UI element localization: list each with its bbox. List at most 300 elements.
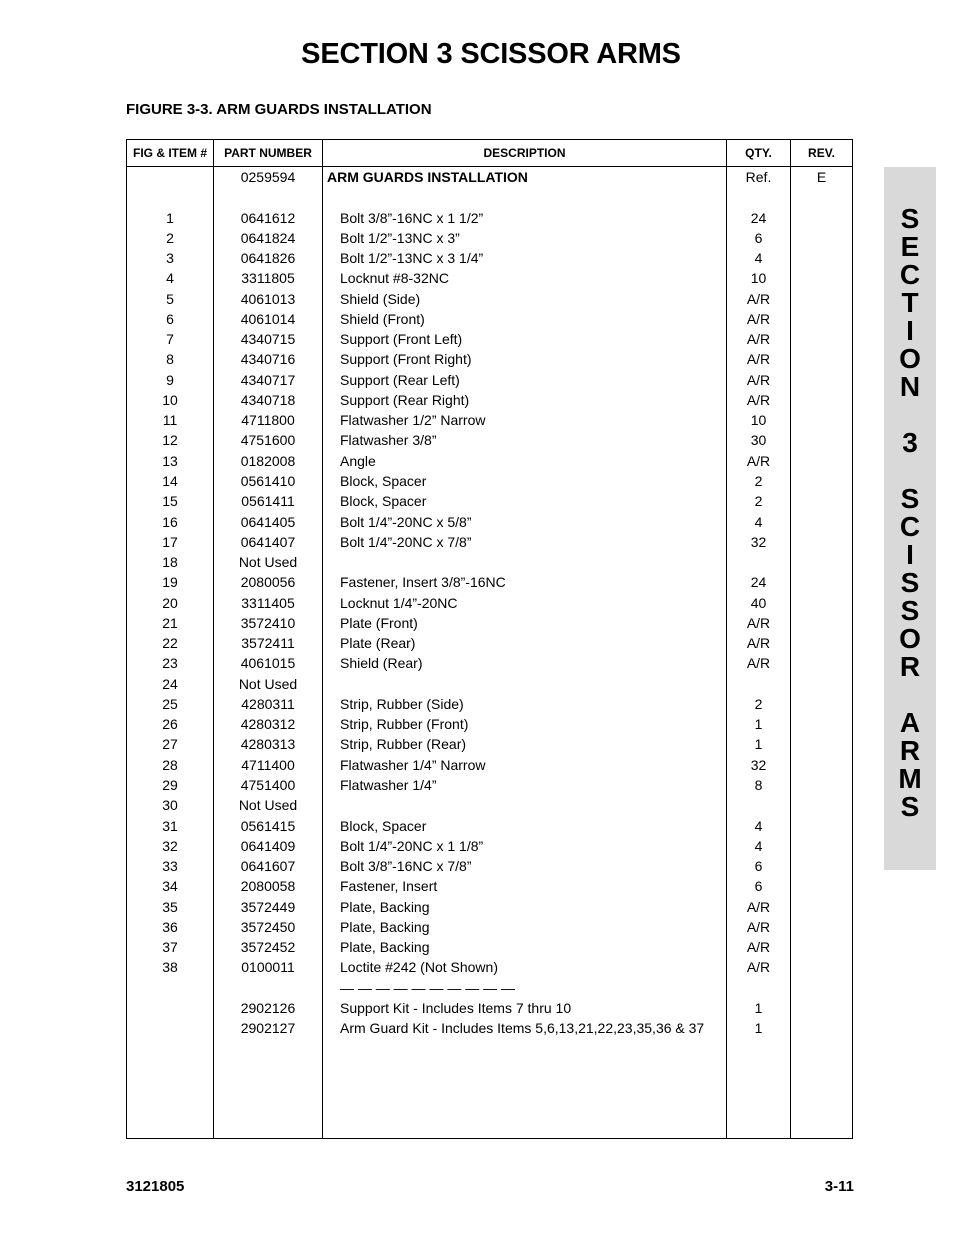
item-number: 34 bbox=[127, 876, 214, 896]
quantity: 4 bbox=[727, 512, 791, 532]
part-number: 0641405 bbox=[214, 512, 323, 532]
quantity bbox=[727, 187, 791, 207]
part-number: 2080058 bbox=[214, 876, 323, 896]
description: Flatwasher 1/4” Narrow bbox=[323, 755, 727, 775]
side-tab-letter: A bbox=[899, 707, 921, 738]
quantity: 30 bbox=[727, 430, 791, 450]
quantity: A/R bbox=[727, 633, 791, 653]
part-number: 0641407 bbox=[214, 532, 323, 552]
table-row bbox=[127, 593, 853, 613]
table-row bbox=[127, 451, 853, 471]
parts-table bbox=[126, 139, 853, 1139]
table-row bbox=[127, 410, 853, 430]
table-row bbox=[127, 674, 853, 694]
table-row bbox=[127, 978, 853, 998]
revision bbox=[791, 613, 853, 633]
quantity bbox=[727, 978, 791, 998]
item-number: 24 bbox=[127, 674, 214, 694]
item-number: 29 bbox=[127, 775, 214, 795]
table-row bbox=[127, 755, 853, 775]
part-number: Not Used bbox=[214, 795, 323, 815]
description: Plate (Front) bbox=[323, 613, 727, 633]
revision bbox=[791, 694, 853, 714]
item-number: 23 bbox=[127, 653, 214, 673]
part-number: 3572449 bbox=[214, 897, 323, 917]
revision bbox=[791, 208, 853, 228]
table-row bbox=[127, 289, 853, 309]
item-number: 14 bbox=[127, 471, 214, 491]
item-number: 7 bbox=[127, 329, 214, 349]
revision bbox=[791, 876, 853, 896]
description: Strip, Rubber (Front) bbox=[323, 714, 727, 734]
revision bbox=[791, 816, 853, 836]
quantity: A/R bbox=[727, 390, 791, 410]
description: Support (Front Right) bbox=[323, 349, 727, 369]
description: Strip, Rubber (Side) bbox=[323, 694, 727, 714]
quantity: 8 bbox=[727, 775, 791, 795]
revision bbox=[791, 349, 853, 369]
part-number: 0561411 bbox=[214, 491, 323, 511]
column-header-item: FIG & ITEM # bbox=[127, 140, 214, 167]
quantity: A/R bbox=[727, 309, 791, 329]
description: Support Kit - Includes Items 7 thru 10 bbox=[323, 998, 727, 1018]
part-number: 0641607 bbox=[214, 856, 323, 876]
column-header-part-number: PART NUMBER bbox=[214, 140, 323, 167]
item-number: 2 bbox=[127, 228, 214, 248]
item-number: 16 bbox=[127, 512, 214, 532]
item-number: 6 bbox=[127, 309, 214, 329]
quantity: 1 bbox=[727, 734, 791, 754]
side-tab-letter: M bbox=[898, 763, 922, 794]
quantity: A/R bbox=[727, 329, 791, 349]
item-number bbox=[127, 998, 214, 1018]
revision bbox=[791, 329, 853, 349]
revision bbox=[791, 633, 853, 653]
revision bbox=[791, 268, 853, 288]
side-tab-letter: O bbox=[899, 343, 921, 374]
description: Plate (Rear) bbox=[323, 633, 727, 653]
item-number: 38 bbox=[127, 957, 214, 977]
item-number: 35 bbox=[127, 897, 214, 917]
table-row bbox=[127, 268, 853, 288]
revision bbox=[791, 390, 853, 410]
table-row bbox=[127, 329, 853, 349]
part-number: 4340715 bbox=[214, 329, 323, 349]
revision bbox=[791, 795, 853, 815]
quantity bbox=[727, 552, 791, 572]
empty-cell bbox=[791, 1038, 853, 1138]
part-number: 0561415 bbox=[214, 816, 323, 836]
revision bbox=[791, 917, 853, 937]
table-row bbox=[127, 248, 853, 268]
description: Bolt 1/2”-13NC x 3 1/4” bbox=[323, 248, 727, 268]
table-row bbox=[127, 532, 853, 552]
table-row bbox=[127, 816, 853, 836]
part-number: 3311805 bbox=[214, 268, 323, 288]
description: Locknut #8-32NC bbox=[323, 268, 727, 288]
side-tab-letter bbox=[884, 457, 936, 485]
table-row bbox=[127, 998, 853, 1018]
quantity: 40 bbox=[727, 593, 791, 613]
description: Block, Spacer bbox=[323, 491, 727, 511]
description: Locknut 1/4”-20NC bbox=[323, 593, 727, 613]
table-row bbox=[127, 694, 853, 714]
part-number: Not Used bbox=[214, 552, 323, 572]
table-row bbox=[127, 897, 853, 917]
item-number: 32 bbox=[127, 836, 214, 856]
quantity: 24 bbox=[727, 572, 791, 592]
quantity: A/R bbox=[727, 613, 791, 633]
table-row bbox=[127, 714, 853, 734]
description: Plate, Backing bbox=[323, 937, 727, 957]
revision bbox=[791, 430, 853, 450]
description: Shield (Side) bbox=[323, 289, 727, 309]
revision bbox=[791, 897, 853, 917]
description: Angle bbox=[323, 451, 727, 471]
description: Bolt 1/2”-13NC x 3” bbox=[323, 228, 727, 248]
side-tab-letter: 3 bbox=[902, 427, 918, 458]
item-number: 19 bbox=[127, 572, 214, 592]
quantity: A/R bbox=[727, 937, 791, 957]
column-header-description: DESCRIPTION bbox=[323, 140, 727, 167]
description: Flatwasher 3/8” bbox=[323, 430, 727, 450]
revision bbox=[791, 552, 853, 572]
table-row bbox=[127, 775, 853, 795]
revision bbox=[791, 410, 853, 430]
side-tab-letter bbox=[884, 401, 936, 429]
description: Bolt 3/8”-16NC x 7/8” bbox=[323, 856, 727, 876]
description: ARM GUARDS INSTALLATION bbox=[323, 167, 727, 188]
quantity: A/R bbox=[727, 370, 791, 390]
part-number: 4061014 bbox=[214, 309, 323, 329]
quantity: 24 bbox=[727, 208, 791, 228]
description: Flatwasher 1/2” Narrow bbox=[323, 410, 727, 430]
table-row bbox=[127, 633, 853, 653]
page-number: 3-11 bbox=[824, 1178, 854, 1195]
revision bbox=[791, 957, 853, 977]
side-tab-letter: O bbox=[899, 623, 921, 654]
revision bbox=[791, 289, 853, 309]
description: Bolt 1/4”-20NC x 7/8” bbox=[323, 532, 727, 552]
side-tab-letter: N bbox=[899, 371, 921, 402]
part-number: 4340718 bbox=[214, 390, 323, 410]
item-number: 13 bbox=[127, 451, 214, 471]
part-number: 4061015 bbox=[214, 653, 323, 673]
table-row bbox=[127, 917, 853, 937]
empty-cell bbox=[127, 1038, 214, 1138]
part-number: 4280312 bbox=[214, 714, 323, 734]
table-row bbox=[127, 552, 853, 572]
table-row bbox=[127, 937, 853, 957]
revision bbox=[791, 370, 853, 390]
column-header-qty: QTY. bbox=[727, 140, 791, 167]
quantity: A/R bbox=[727, 653, 791, 673]
empty-cell bbox=[323, 1038, 727, 1138]
quantity: 2 bbox=[727, 471, 791, 491]
part-number: 2902126 bbox=[214, 998, 323, 1018]
quantity: A/R bbox=[727, 349, 791, 369]
quantity: 6 bbox=[727, 876, 791, 896]
side-tab-letter: E bbox=[900, 231, 920, 262]
description bbox=[323, 674, 727, 694]
description: Fastener, Insert 3/8”-16NC bbox=[323, 572, 727, 592]
item-number: 8 bbox=[127, 349, 214, 369]
item-number: 26 bbox=[127, 714, 214, 734]
part-number: 2902127 bbox=[214, 1018, 323, 1038]
revision bbox=[791, 512, 853, 532]
quantity: 32 bbox=[727, 532, 791, 552]
revision bbox=[791, 451, 853, 471]
item-number: 10 bbox=[127, 390, 214, 410]
revision bbox=[791, 471, 853, 491]
table-row bbox=[127, 795, 853, 815]
table-row bbox=[127, 228, 853, 248]
part-number: 0641409 bbox=[214, 836, 323, 856]
side-tab-letter: C bbox=[899, 259, 921, 290]
quantity: 1 bbox=[727, 998, 791, 1018]
part-number: 4340717 bbox=[214, 370, 323, 390]
description: Block, Spacer bbox=[323, 816, 727, 836]
item-number bbox=[127, 1018, 214, 1038]
part-number: 0641826 bbox=[214, 248, 323, 268]
table-row bbox=[127, 208, 853, 228]
part-number: 0641824 bbox=[214, 228, 323, 248]
description bbox=[323, 552, 727, 572]
item-number: 3 bbox=[127, 248, 214, 268]
revision bbox=[791, 228, 853, 248]
description: Strip, Rubber (Rear) bbox=[323, 734, 727, 754]
quantity: Ref. bbox=[727, 167, 791, 188]
part-number: 4280311 bbox=[214, 694, 323, 714]
part-number: 3572450 bbox=[214, 917, 323, 937]
item-number bbox=[127, 187, 214, 207]
table-row bbox=[127, 491, 853, 511]
part-number: 0259594 bbox=[214, 167, 323, 188]
item-number bbox=[127, 978, 214, 998]
description: Fastener, Insert bbox=[323, 876, 727, 896]
side-tab-letter: S bbox=[900, 203, 920, 234]
quantity: 6 bbox=[727, 856, 791, 876]
revision: E bbox=[791, 167, 853, 188]
part-number: 0100011 bbox=[214, 957, 323, 977]
revision bbox=[791, 187, 853, 207]
parts-table-body bbox=[127, 167, 853, 1139]
table-row bbox=[127, 836, 853, 856]
description: Plate, Backing bbox=[323, 917, 727, 937]
figure-title: FIGURE 3-3. ARM GUARDS INSTALLATION bbox=[126, 101, 432, 118]
part-number: 3572410 bbox=[214, 613, 323, 633]
quantity: A/R bbox=[727, 289, 791, 309]
description: Bolt 3/8”-16NC x 1 1/2” bbox=[323, 208, 727, 228]
side-tab-text bbox=[884, 205, 936, 821]
side-tab-letter: S bbox=[900, 791, 920, 822]
side-tab-letter: R bbox=[899, 651, 921, 682]
revision bbox=[791, 714, 853, 734]
description: Shield (Front) bbox=[323, 309, 727, 329]
revision bbox=[791, 998, 853, 1018]
description: Flatwasher 1/4” bbox=[323, 775, 727, 795]
part-number: 2080056 bbox=[214, 572, 323, 592]
description: Support (Front Left) bbox=[323, 329, 727, 349]
item-number: 18 bbox=[127, 552, 214, 572]
quantity: 2 bbox=[727, 694, 791, 714]
quantity: 4 bbox=[727, 816, 791, 836]
description: — — — — — — — — — — bbox=[323, 978, 727, 998]
quantity: 32 bbox=[727, 755, 791, 775]
description: Arm Guard Kit - Includes Items 5,6,13,21,22,23,35,36 & 37 bbox=[323, 1018, 727, 1038]
item-number: 31 bbox=[127, 816, 214, 836]
part-number: 3572411 bbox=[214, 633, 323, 653]
revision bbox=[791, 491, 853, 511]
table-row bbox=[127, 856, 853, 876]
revision bbox=[791, 734, 853, 754]
item-number: 30 bbox=[127, 795, 214, 815]
table-row bbox=[127, 430, 853, 450]
revision bbox=[791, 775, 853, 795]
part-number: 4280313 bbox=[214, 734, 323, 754]
item-number: 21 bbox=[127, 613, 214, 633]
item-number: 17 bbox=[127, 532, 214, 552]
part-number: 0641612 bbox=[214, 208, 323, 228]
quantity: 4 bbox=[727, 836, 791, 856]
quantity: A/R bbox=[727, 451, 791, 471]
part-number: 4751600 bbox=[214, 430, 323, 450]
item-number: 36 bbox=[127, 917, 214, 937]
item-number: 9 bbox=[127, 370, 214, 390]
description: Support (Rear Right) bbox=[323, 390, 727, 410]
part-number: 3572452 bbox=[214, 937, 323, 957]
item-number: 22 bbox=[127, 633, 214, 653]
quantity bbox=[727, 795, 791, 815]
quantity: 1 bbox=[727, 1018, 791, 1038]
empty-cell bbox=[214, 1038, 323, 1138]
item-number: 27 bbox=[127, 734, 214, 754]
table-row bbox=[127, 471, 853, 491]
revision bbox=[791, 532, 853, 552]
item-number: 12 bbox=[127, 430, 214, 450]
quantity: 4 bbox=[727, 248, 791, 268]
description bbox=[323, 795, 727, 815]
item-number: 11 bbox=[127, 410, 214, 430]
side-tab-letter: T bbox=[901, 287, 919, 318]
table-row bbox=[127, 653, 853, 673]
description: Support (Rear Left) bbox=[323, 370, 727, 390]
quantity bbox=[727, 674, 791, 694]
quantity: 10 bbox=[727, 268, 791, 288]
empty-cell bbox=[727, 1038, 791, 1138]
part-number: 0561410 bbox=[214, 471, 323, 491]
part-number: 4751400 bbox=[214, 775, 323, 795]
part-number: 0182008 bbox=[214, 451, 323, 471]
revision bbox=[791, 856, 853, 876]
item-number: 37 bbox=[127, 937, 214, 957]
document-number: 3121805 bbox=[126, 1178, 185, 1195]
table-row bbox=[127, 957, 853, 977]
part-number: 4061013 bbox=[214, 289, 323, 309]
section-side-tab bbox=[884, 167, 936, 870]
side-tab-letter bbox=[884, 681, 936, 709]
table-row bbox=[127, 734, 853, 754]
column-header-rev: REV. bbox=[791, 140, 853, 167]
side-tab-letter: R bbox=[899, 735, 921, 766]
description bbox=[323, 187, 727, 207]
table-row bbox=[127, 349, 853, 369]
table-row-assembly bbox=[127, 167, 853, 188]
item-number: 5 bbox=[127, 289, 214, 309]
item-number: 33 bbox=[127, 856, 214, 876]
description: Bolt 1/4”-20NC x 5/8” bbox=[323, 512, 727, 532]
side-tab-letter: I bbox=[906, 315, 914, 346]
description: Block, Spacer bbox=[323, 471, 727, 491]
table-row bbox=[127, 572, 853, 592]
part-number bbox=[214, 187, 323, 207]
side-tab-letter: S bbox=[900, 483, 920, 514]
revision bbox=[791, 937, 853, 957]
quantity: A/R bbox=[727, 957, 791, 977]
table-row bbox=[127, 370, 853, 390]
table-row bbox=[127, 1018, 853, 1038]
part-number bbox=[214, 978, 323, 998]
table-header-row bbox=[127, 140, 853, 167]
item-number: 20 bbox=[127, 593, 214, 613]
item-number: 15 bbox=[127, 491, 214, 511]
revision bbox=[791, 978, 853, 998]
revision bbox=[791, 674, 853, 694]
part-number: 4340716 bbox=[214, 349, 323, 369]
side-tab-letter: S bbox=[900, 567, 920, 598]
description: Loctite #242 (Not Shown) bbox=[323, 957, 727, 977]
side-tab-letter: S bbox=[900, 595, 920, 626]
revision bbox=[791, 755, 853, 775]
quantity: 10 bbox=[727, 410, 791, 430]
revision bbox=[791, 836, 853, 856]
quantity: 6 bbox=[727, 228, 791, 248]
revision bbox=[791, 653, 853, 673]
part-number: 3311405 bbox=[214, 593, 323, 613]
quantity: A/R bbox=[727, 897, 791, 917]
item-number: 1 bbox=[127, 208, 214, 228]
quantity: A/R bbox=[727, 917, 791, 937]
side-tab-letter: I bbox=[906, 539, 914, 570]
part-number: 4711800 bbox=[214, 410, 323, 430]
page-title: SECTION 3 SCISSOR ARMS bbox=[301, 38, 681, 70]
item-number: 28 bbox=[127, 755, 214, 775]
table-filler-row bbox=[127, 1038, 853, 1138]
part-number: Not Used bbox=[214, 674, 323, 694]
quantity: 2 bbox=[727, 491, 791, 511]
description: Shield (Rear) bbox=[323, 653, 727, 673]
revision bbox=[791, 593, 853, 613]
item-number: 4 bbox=[127, 268, 214, 288]
table-row bbox=[127, 187, 853, 207]
item-number bbox=[127, 167, 214, 188]
quantity: 1 bbox=[727, 714, 791, 734]
table-row bbox=[127, 390, 853, 410]
table-row bbox=[127, 876, 853, 896]
revision bbox=[791, 572, 853, 592]
revision bbox=[791, 1018, 853, 1038]
item-number: 25 bbox=[127, 694, 214, 714]
side-tab-letter: C bbox=[899, 511, 921, 542]
table-row bbox=[127, 512, 853, 532]
part-number: 4711400 bbox=[214, 755, 323, 775]
table-row bbox=[127, 309, 853, 329]
revision bbox=[791, 309, 853, 329]
description: Bolt 1/4”-20NC x 1 1/8” bbox=[323, 836, 727, 856]
description: Plate, Backing bbox=[323, 897, 727, 917]
revision bbox=[791, 248, 853, 268]
table-row bbox=[127, 613, 853, 633]
